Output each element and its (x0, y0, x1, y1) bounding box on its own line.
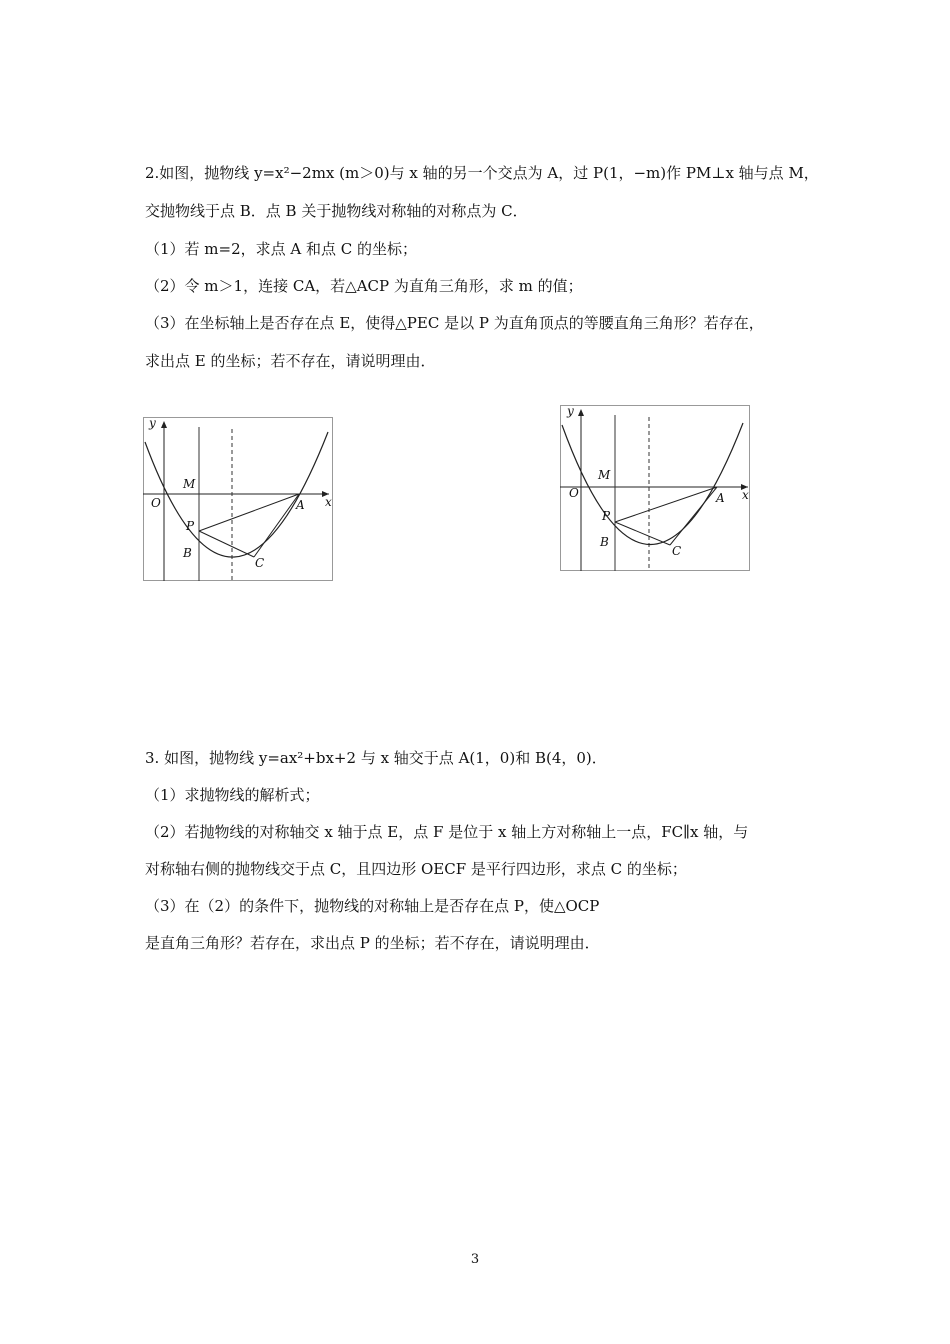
problem2-question3-line1: （3）在坐标轴上是否存在点 E，使得△PEC 是以 P 为直角顶点的等腰直角三角形？若存在， (145, 314, 764, 332)
problem3-question2-line2: 对称轴右侧的抛物线交于点 C，且四边形 OECF 是平行四边形，求点 C 的坐标； (145, 860, 687, 878)
point-a-label: A (716, 491, 725, 505)
point-c-label: C (255, 556, 265, 570)
y-axis-label: y (567, 405, 574, 418)
point-a-label: A (296, 498, 305, 512)
problem3-question2-line1: （2）若抛物线的对称轴交 x 轴于点 E，点 F 是位于 x 轴上方对称轴上一点，FC∥x 轴，与 (145, 823, 749, 841)
point-c-label: C (672, 544, 682, 558)
page-number: 3 (470, 1252, 480, 1267)
problem2-statement-line1: 2.如图，抛物线 y=x²−2mx (m＞0)与 x 轴的另一个交点为 A，过 P(1，−m)作 PM⊥x 轴与点 M， (145, 164, 819, 182)
problem2-question3-line2: 求出点 E 的坐标；若不存在，请说明理由． (145, 352, 436, 370)
point-m-label: M (598, 468, 611, 482)
problem2-statement-line2: 交抛物线于点 B．点 B 关于抛物线对称轴的对称点为 C． (145, 202, 528, 220)
origin-label: O (569, 486, 579, 500)
point-p-label: P (186, 519, 195, 533)
y-axis-label: y (149, 417, 156, 430)
figure-right (560, 405, 750, 571)
problem3-statement: 3. 如图，抛物线 y=ax²+bx+2 与 x 轴交于点 A(1，0)和 B(4，0)． (145, 749, 607, 767)
problem2-question2: （2）令 m＞1，连接 CA，若△ACP 为直角三角形，求 m 的值； (145, 277, 583, 295)
x-axis-label: x (325, 495, 332, 509)
point-b-label: B (600, 535, 609, 549)
origin-label: O (151, 496, 161, 510)
problem2-question1: （1）若 m=2，求点 A 和点 C 的坐标； (145, 240, 418, 258)
x-axis-label: x (742, 488, 749, 502)
point-m-label: M (183, 477, 196, 491)
problem3-question1: （1）求抛物线的解析式； (145, 786, 320, 804)
point-p-label: P (602, 509, 611, 523)
point-b-label: B (183, 546, 192, 560)
problem3-question3-line2: 是直角三角形？若存在，求出点 P 的坐标；若不存在，请说明理由． (145, 934, 600, 952)
figure-left (143, 417, 333, 581)
problem3-question3-line1: （3）在（2）的条件下，抛物线的对称轴上是否存在点 P，使△OCP (145, 897, 600, 915)
